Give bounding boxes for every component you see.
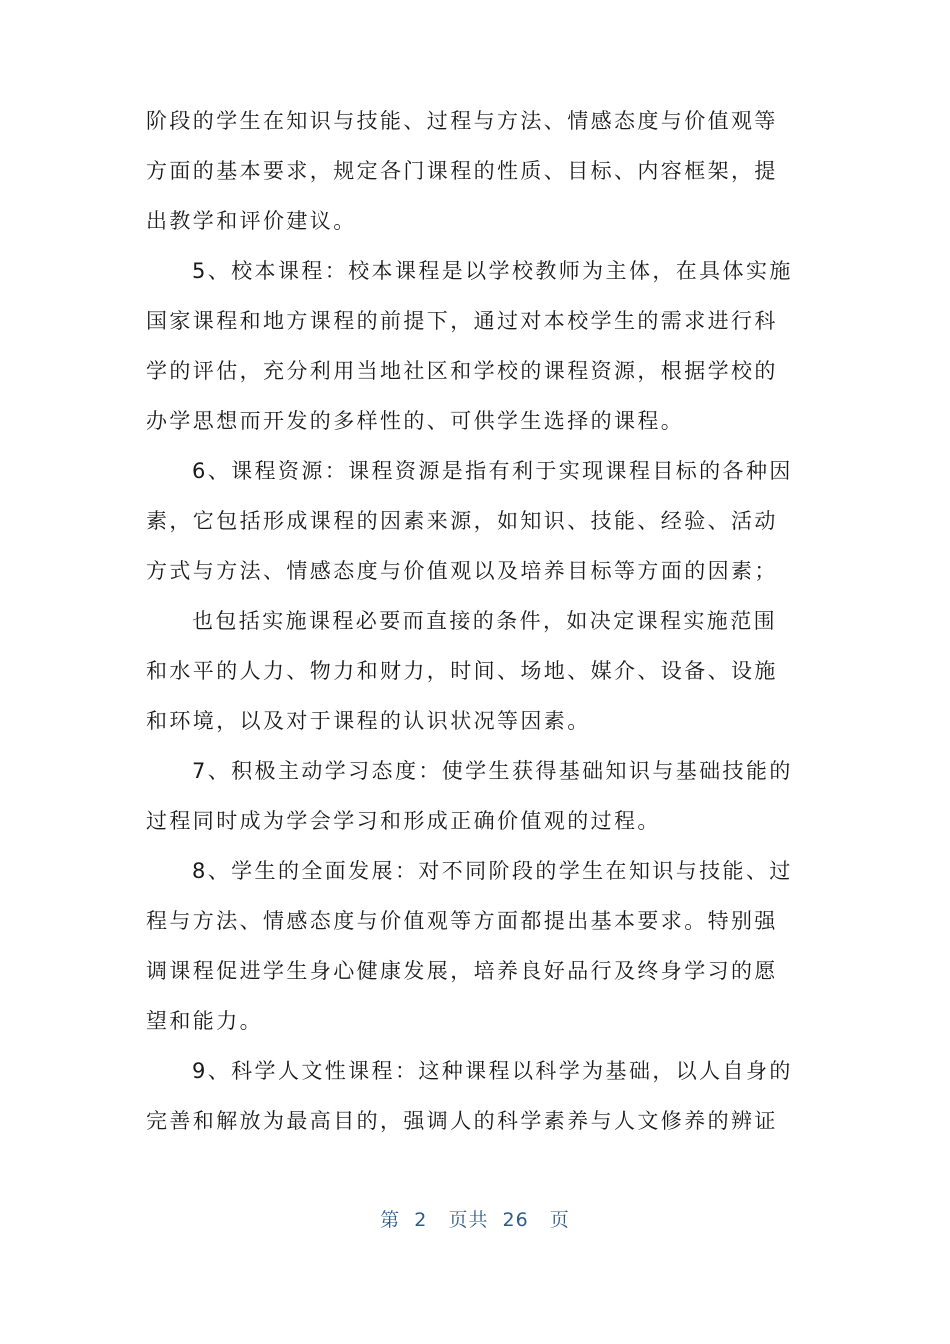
text-line: 出教学和评价建议。 xyxy=(146,209,357,233)
page-number-footer: 第 2 页共 26 页 xyxy=(380,1209,570,1231)
text-line: 6、课程资源：课程资源是指有利于实现课程目标的各种因 xyxy=(192,459,793,483)
text-line: 国家课程和地方课程的前提下，通过对本校学生的需求进行科 xyxy=(146,309,778,333)
text-line: 和水平的人力、物力和财力，时间、场地、媒介、设备、设施 xyxy=(146,659,778,683)
text-line: 调课程促进学生身心健康发展，培养良好品行及终身学习的愿 xyxy=(146,959,778,983)
text-line: 程与方法、情感态度与价值观等方面都提出基本要求。特别强 xyxy=(146,909,778,933)
document-body xyxy=(146,96,806,1146)
text-line: 8、学生的全面发展：对不同阶段的学生在知识与技能、过 xyxy=(192,859,793,883)
text-line: 和环境，以及对于课程的认识状况等因素。 xyxy=(146,709,591,733)
text-line: 7、积极主动学习态度：使学生获得基础知识与基础技能的 xyxy=(192,759,793,783)
text-line: 过程同时成为学会学习和形成正确价值观的过程。 xyxy=(146,809,661,833)
text-line: 办学思想而开发的多样性的、可供学生选择的课程。 xyxy=(146,409,685,433)
text-line: 素，它包括形成课程的因素来源，如知识、技能、经验、活动 xyxy=(146,509,778,533)
text-line: 也包括实施课程必要而直接的条件，如决定课程实施范围 xyxy=(192,609,777,633)
text-line: 9、科学人文性课程：这种课程以科学为基础，以人自身的 xyxy=(192,1059,793,1083)
text-line: 完善和解放为最高目的，强调人的科学素养与人文修养的辨证 xyxy=(146,1109,778,1133)
text-line: 阶段的学生在知识与技能、过程与方法、情感态度与价值观等 xyxy=(146,109,778,133)
text-line: 望和能力。 xyxy=(146,1009,263,1033)
text-line: 学的评估，充分利用当地社区和学校的课程资源，根据学校的 xyxy=(146,359,778,383)
text-line: 方面的基本要求，规定各门课程的性质、目标、内容框架，提 xyxy=(146,159,778,183)
text-line: 方式与方法、情感态度与价值观以及培养目标等方面的因素； xyxy=(146,559,778,583)
text-line: 5、校本课程：校本课程是以学校教师为主体，在具体实施 xyxy=(192,259,793,283)
